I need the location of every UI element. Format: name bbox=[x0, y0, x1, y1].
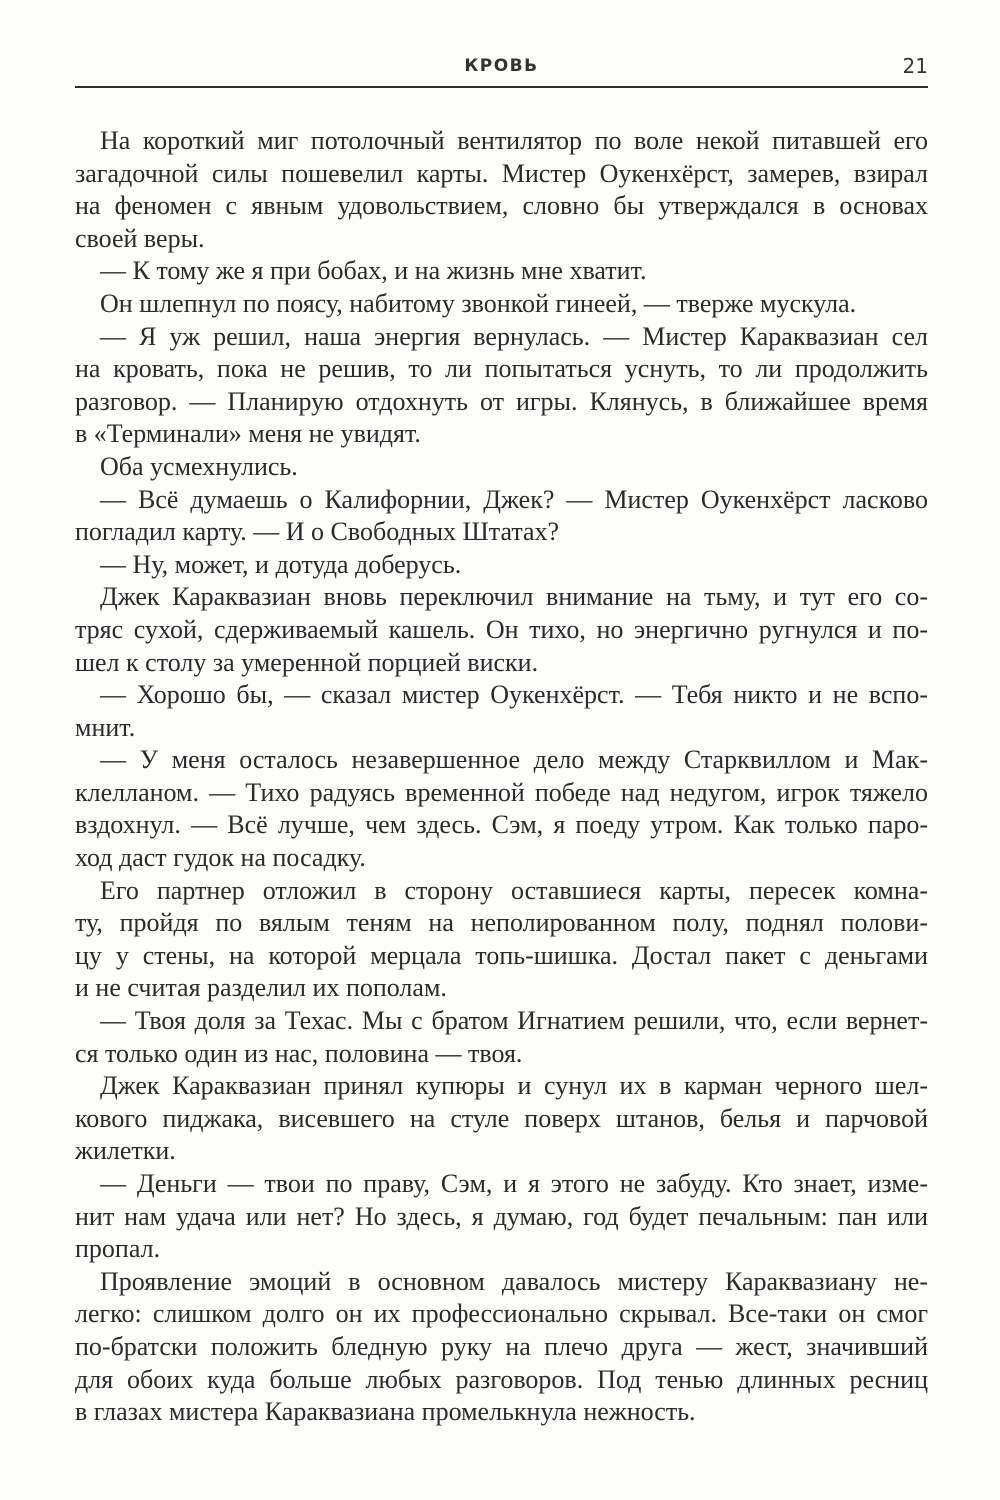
paragraph bbox=[75, 581, 928, 679]
paragraph bbox=[75, 255, 928, 288]
text-line: и не считая разделил их пополам. bbox=[75, 973, 447, 1003]
running-header bbox=[75, 50, 928, 88]
text-line: на кровать, пока не решив, то ли попытаться уснуть, то ли продолжить bbox=[75, 354, 928, 384]
text-line: — Всё думаешь о Калифорнии, Джек? — Мистер Оукенхёрст ласково bbox=[100, 484, 928, 514]
paragraph bbox=[75, 1005, 928, 1070]
text-line: разговор. — Планирую отдохнуть от игры. Клянусь, в ближайшее время bbox=[75, 386, 928, 416]
text-line: цу у стены, на которой мерцала топь-шишка. Достал пакет с деньгами bbox=[75, 940, 928, 970]
text-line: ся только один из нас, половина — твоя. bbox=[75, 1038, 523, 1068]
text-line: ту, пройдя по вялым теням на неполированном полу, поднял полови- bbox=[75, 908, 928, 938]
text-line: загадочной силы пошевелил карты. Мистер Оукенхёрст, замерев, взирал bbox=[75, 158, 928, 188]
running-title: КРОВЬ bbox=[464, 56, 539, 76]
text-line: нит нам удача или нет? Но здесь, я думаю, год будет печальным: пан или bbox=[75, 1201, 928, 1231]
paragraph bbox=[75, 549, 928, 582]
text-line: на феномен с явным удовольствием, словно бы утверждался в основах bbox=[75, 191, 928, 221]
text-line: — У меня осталось незавершенное дело между Старквиллом и Мак- bbox=[100, 745, 928, 775]
text-line: клелланом. — Тихо радуясь временной победе над недугом, игрок тяжело bbox=[75, 777, 928, 807]
paragraph bbox=[75, 1266, 928, 1429]
text-line: своей веры. bbox=[75, 223, 205, 253]
text-line: Он шлепнул по поясу, набитому звонкой гинеей, — тверже мускула. bbox=[100, 288, 857, 318]
paragraph bbox=[75, 484, 928, 549]
text-line: кового пиджака, висевшего на стуле поверх штанов, белья и парчовой bbox=[75, 1103, 928, 1133]
text-line: — Я уж решил, наша энергия вернулась. — Мистер Караквазиан сел bbox=[100, 321, 928, 351]
text-line: На короткий миг потолочный вентилятор по воле некой питавшей его bbox=[100, 126, 928, 155]
paragraph bbox=[75, 451, 928, 484]
text-line: Проявление эмоций в основном давалось мистеру Караквазиану не- bbox=[100, 1266, 928, 1296]
text-line: жилетки. bbox=[75, 1136, 176, 1166]
body-text bbox=[75, 125, 928, 1429]
paragraph bbox=[75, 1070, 928, 1168]
text-line: в глазах мистера Караквазиана промелькнула нежность. bbox=[75, 1397, 696, 1427]
text-line: — Деньги — твои по праву, Сэм, и я этого не забуду. Кто знает, изме- bbox=[100, 1169, 928, 1198]
paragraph bbox=[75, 125, 928, 255]
text-line: в «Терминали» меня не увидят. bbox=[75, 419, 421, 449]
text-line: по-братски положить бледную руку на плечо друга — жест, значивший bbox=[75, 1331, 928, 1361]
text-line: Его партнер отложил в сторону оставшиеся карты, пересек комна- bbox=[100, 875, 928, 905]
text-line: — Ну, может, и дотуда доберусь. bbox=[100, 549, 462, 579]
paragraph bbox=[75, 1168, 928, 1266]
paragraph bbox=[75, 288, 928, 321]
text-line: для обоих куда больше любых разговоров. Под тенью длинных ресниц bbox=[75, 1364, 928, 1394]
paragraph bbox=[75, 679, 928, 744]
text-line: ход даст гудок на посадку. bbox=[75, 843, 366, 873]
text-line: погладил карту. — И о Свободных Штатах? bbox=[75, 517, 560, 547]
text-line: — Хорошо бы, — сказал мистер Оукенхёрст. — Тебя никто и не вспо- bbox=[100, 680, 928, 710]
text-line: тряс сухой, сдерживаемый кашель. Он тихо, но энергично ругнулся и по- bbox=[75, 614, 928, 644]
paragraph bbox=[75, 875, 928, 1005]
paragraph bbox=[75, 321, 928, 451]
text-line: — Твоя доля за Техас. Мы с братом Игнатием решили, что, если вернет- bbox=[100, 1006, 928, 1036]
text-line: легко: слишком долго он их профессионально скрывал. Все-таки он смог bbox=[75, 1299, 928, 1329]
text-line: шел к столу за умеренной порцией виски. bbox=[75, 647, 539, 677]
text-line: — К тому же я при бобах, и на жизнь мне хватит. bbox=[100, 256, 647, 286]
text-line: Джек Караквазиан вновь переключил внимание на тьму, и тут его со- bbox=[100, 582, 928, 612]
text-line: пропал. bbox=[75, 1234, 161, 1264]
text-line: мнит. bbox=[75, 712, 136, 742]
text-line: Оба усмехнулись. bbox=[100, 451, 298, 481]
text-line: Джек Караквазиан принял купюры и сунул их в карман черного шел- bbox=[100, 1071, 928, 1101]
page-number: 21 bbox=[902, 54, 928, 78]
paragraph bbox=[75, 744, 928, 874]
text-line: вздохнул. — Всё лучше, чем здесь. Сэм, я поеду утром. Как только паро- bbox=[75, 810, 928, 840]
